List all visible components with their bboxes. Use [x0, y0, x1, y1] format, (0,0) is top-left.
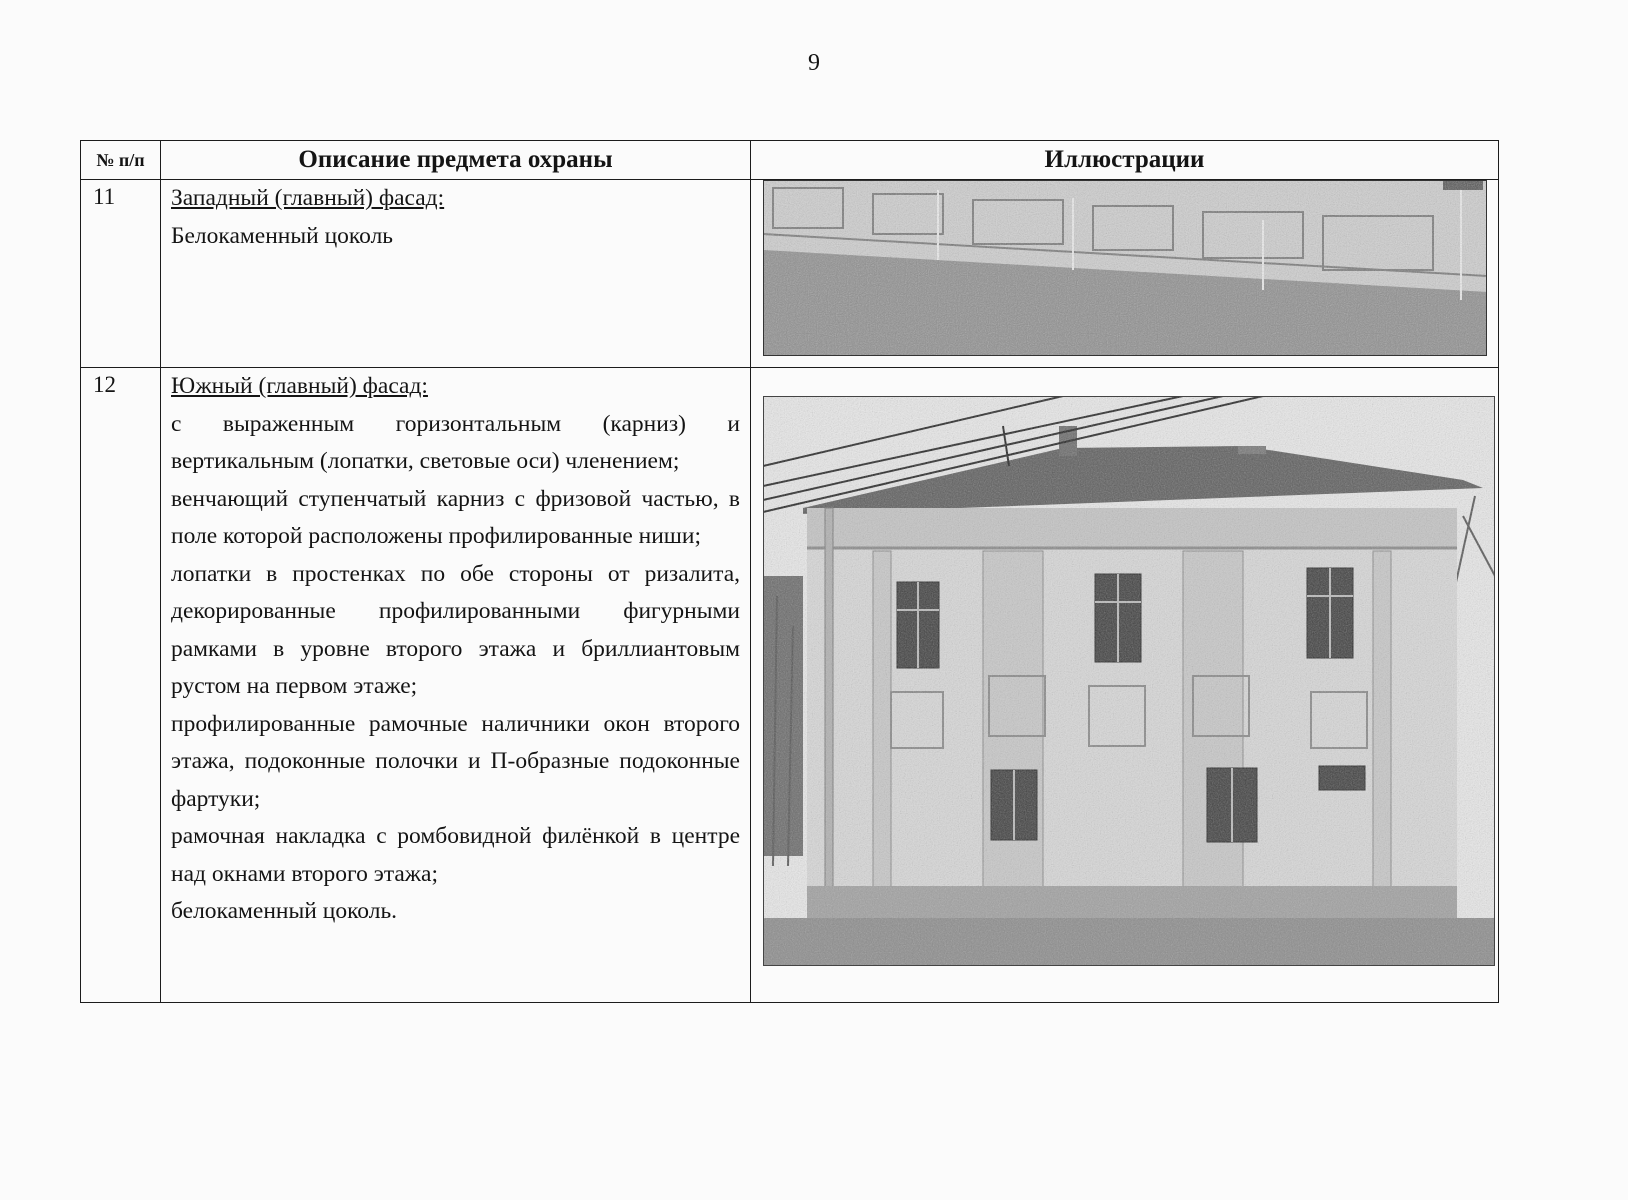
table-row: [81, 368, 1499, 1003]
row-number: 12: [81, 368, 161, 1003]
illustration-cell: [751, 368, 1499, 1003]
header-illustrations: Иллюстрации: [751, 141, 1499, 180]
table-header-row: [81, 141, 1499, 180]
protection-item: Белокаменный цоколь: [171, 222, 394, 249]
building-facade-photo: [763, 396, 1495, 966]
protection-item: рамочная накладка с ромбовидной филёнкой в центре над окнами второго этажа;: [171, 823, 740, 887]
protection-item: с выраженным горизонтальным (карниз) и вертикальным (лопатки, световые оси) членением;: [171, 410, 740, 474]
facade-title: Южный (главный) фасад:: [171, 373, 428, 399]
protection-subject-table: [80, 140, 1499, 1003]
protection-item: венчающий ступенчатый карниз с фризовой частью, в поле которой расположены профилированные ниши;: [171, 485, 740, 549]
protection-item: лопатки в простенках по обе стороны от ризалита, декорированные профилированными фигурными рамками в уровне второго этажа и бриллиантовым рустом на первом этаже;: [171, 560, 740, 699]
facade-title: Западный (главный) фасад:: [171, 185, 445, 211]
header-number: № п/п: [81, 141, 161, 180]
row-description: [161, 180, 751, 368]
protection-item: белокаменный цоколь.: [171, 898, 398, 924]
row-number: 11: [81, 180, 161, 368]
protection-item: профилированные рамочные наличники окон второго этажа, подоконные полочки и П-образные подоконные фартуки;: [171, 710, 740, 812]
illustration-cell: [751, 180, 1499, 368]
header-description: Описание предмета охраны: [161, 141, 751, 180]
page-number: 9: [808, 50, 820, 76]
plinth-photo: [763, 180, 1487, 356]
table-row: [81, 180, 1499, 368]
row-description: [161, 368, 751, 1003]
